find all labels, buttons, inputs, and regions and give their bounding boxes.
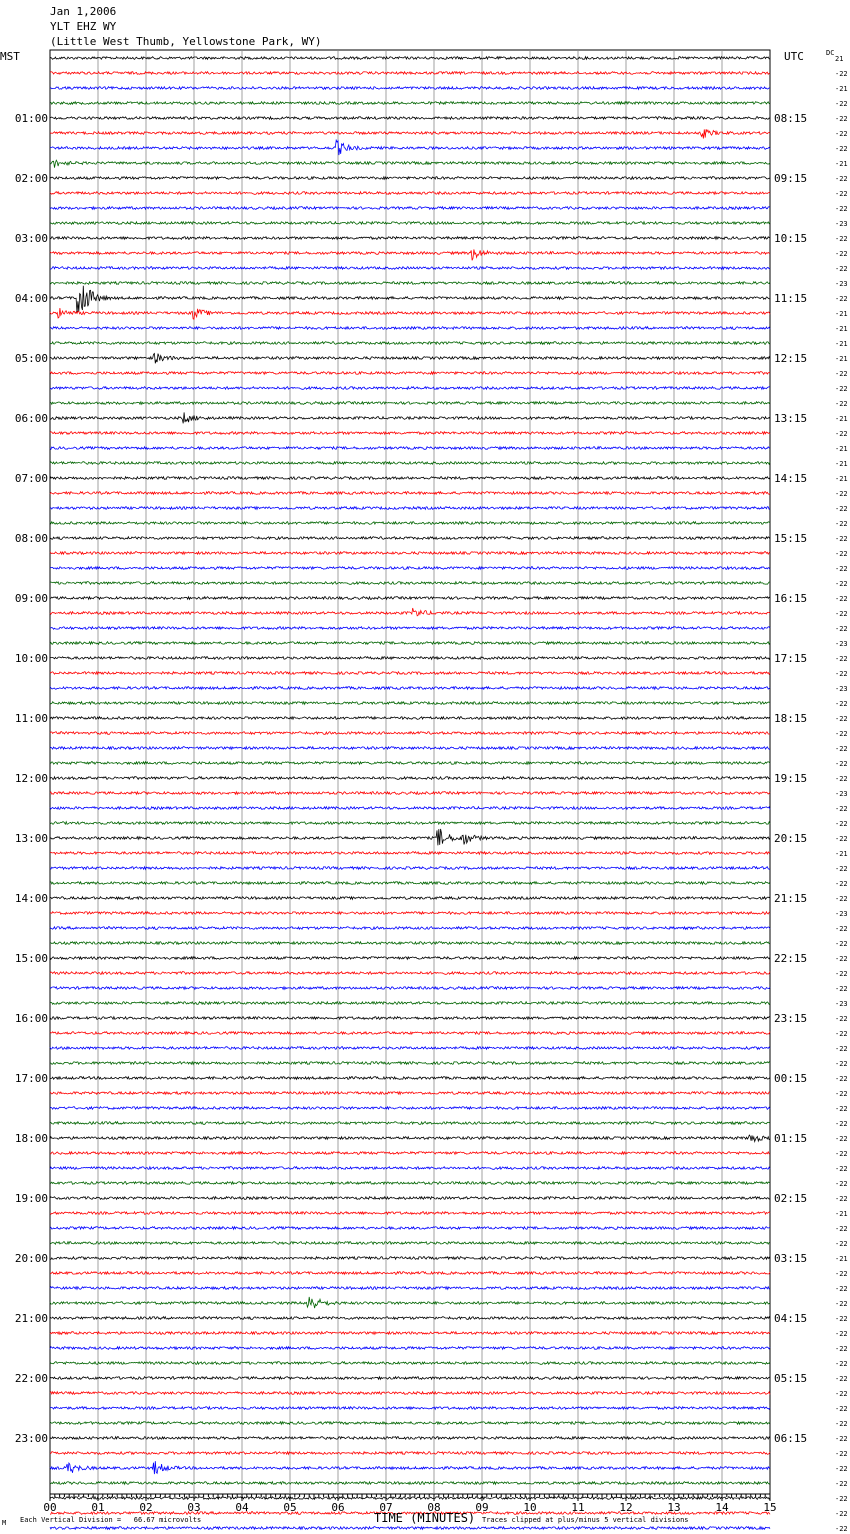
right-time-label: 23:15 [774,1012,808,1025]
seismic-trace [50,807,770,810]
seismic-trace [50,354,770,364]
seismic-trace [50,537,770,540]
right-time-label: 13:15 [774,412,808,425]
dc-offset-label: -22 [835,880,848,888]
x-tick-label: 04 [235,1501,249,1514]
dc-offset-label: -22 [835,535,848,543]
seismic-trace [50,342,770,345]
chart-location: (Little West Thumb, Yellowstone Park, WY) [50,35,322,48]
seismic-trace [50,1422,770,1425]
dc-offset-label: -22 [835,1525,848,1533]
right-time-label: 20:15 [774,832,808,845]
seismic-trace [50,829,770,846]
seismic-trace [50,567,770,570]
chart-date: Jan 1,2006 [50,5,117,18]
left-time-label: 11:00 [14,712,48,725]
dc-offset-label: -22 [835,1195,848,1203]
dc-offset-label: -22 [835,550,848,558]
left-time-label: 14:00 [14,892,48,905]
dc-offset-label: -22 [835,700,848,708]
dc-offset-label: -22 [835,1390,848,1398]
dc-offset-label: -22 [835,1090,848,1098]
right-time-label: 19:15 [774,772,808,785]
x-tick-label: 06 [331,1501,345,1514]
left-time-label: 01:00 [14,112,48,125]
seismic-trace [50,1032,770,1035]
seismic-trace [50,507,770,510]
seismic-trace [50,912,770,915]
seismic-trace [50,627,770,630]
seismic-trace [50,1437,770,1440]
dc-offset-label: -22 [835,895,848,903]
right-time-label: 22:15 [774,952,808,965]
left-time-label: 05:00 [14,352,48,365]
dc-offset-label: -22 [835,1225,848,1233]
dc-offset-label: -22 [835,1450,848,1458]
dc-offset-label: -22 [835,265,848,273]
left-time-label: 04:00 [14,292,48,305]
seismic-trace [50,477,770,480]
seismic-trace [50,117,770,120]
left-time-label: 23:00 [14,1432,48,1445]
dc-offset-label: -21 [835,445,848,453]
dc-offset-label: -22 [835,490,848,498]
x-tick-label: 01 [91,1501,105,1514]
right-time-label: 02:15 [774,1192,808,1205]
x-tick-label: 07 [379,1501,393,1514]
dc-offset-label: -22 [835,175,848,183]
x-tick-label: 14 [715,1501,729,1514]
right-time-label: 04:15 [774,1312,808,1325]
seismic-trace [50,882,770,885]
seismic-trace [50,1062,770,1065]
seismic-trace [50,702,770,705]
left-time-label: 03:00 [14,232,48,245]
seismic-trace [50,672,770,675]
dc-offset-label: -23 [835,220,848,228]
dc-offset-label: -22 [835,1120,848,1128]
dc-offset-label: -22 [835,1420,848,1428]
dc-offset-label: -22 [835,1345,848,1353]
right-time-label: 16:15 [774,592,808,605]
left-time-label: 20:00 [14,1252,48,1265]
dc-offset-label: -22 [835,1405,848,1413]
seismic-trace [50,412,770,423]
dc-offset-label: -22 [835,130,848,138]
dc-offset-label: -22 [835,1015,848,1023]
seismic-trace [50,687,770,690]
seismic-trace [50,972,770,975]
seismic-trace [50,129,770,138]
dc-offset-label: -22 [835,1465,848,1473]
seismic-trace [50,372,770,375]
dc-offset-label: -22 [835,1135,848,1143]
seismic-trace [50,1377,770,1380]
seismic-trace [50,852,770,855]
seismic-trace [50,642,770,645]
seismic-trace [50,1242,770,1245]
x-axis-title: TIME (MINUTES) [374,1511,476,1525]
dc-offset-label: -22 [835,775,848,783]
x-tick-label: 05 [283,1501,297,1514]
dc-label: DC [826,49,835,57]
right-time-label: 08:15 [774,112,808,125]
dc-offset-label: -22 [835,1045,848,1053]
seismic-trace [50,72,770,75]
left-time-label: 19:00 [14,1192,48,1205]
seismic-trace [50,1452,770,1455]
dc-offset-label: -22 [835,670,848,678]
seismic-trace [50,987,770,990]
seismic-trace [50,597,770,600]
dc-offset-label: -21 [835,355,848,363]
seismic-trace [50,1092,770,1095]
x-tick-label: 12 [619,1501,633,1514]
seismic-trace [50,1362,770,1365]
dc-offset-label: -21 [835,850,848,858]
seismic-trace [50,777,770,780]
right-time-label: 01:15 [774,1132,808,1145]
seismic-trace [50,286,770,313]
chart-station: YLT EHZ WY [50,20,117,33]
seismic-trace [50,717,770,720]
x-tick-label: 02 [139,1501,153,1514]
left-time-label: 07:00 [14,472,48,485]
seismic-trace [50,1135,770,1141]
plot-frame [50,50,770,1494]
dc-offset-label: -21 [835,1255,848,1263]
dc-offset-label: -22 [835,400,848,408]
dc-offset-label: -21 [835,1210,848,1218]
seismic-trace [50,1272,770,1275]
seismic-trace [50,1152,770,1155]
seismic-trace [50,1527,770,1530]
right-time-label: 15:15 [774,532,808,545]
right-time-label: 12:15 [774,352,808,365]
seismic-trace [50,1017,770,1020]
right-axis-label: UTC [784,50,804,63]
dc-offset-label: -22 [835,1495,848,1503]
dc-offset-label: -22 [835,1360,848,1368]
seismic-trace [50,57,770,60]
dc-offset-label: -22 [835,70,848,78]
dc-offset-label: -22 [835,1315,848,1323]
dc-offset-label: -22 [835,940,848,948]
dc-offset-label: -22 [835,805,848,813]
left-time-label: 12:00 [14,772,48,785]
dc-offset-label: -22 [835,520,848,528]
seismic-trace [50,387,770,390]
dc-offset-label: -21 [835,325,848,333]
seismic-trace [50,447,770,450]
seismic-trace [50,1392,770,1395]
dc-offset-label: -23 [835,790,848,798]
clip-note: Traces clipped at plus/minus 5 vertical divisions [482,1516,689,1524]
dc-offset-label: -22 [835,1510,848,1518]
right-time-label: 00:15 [774,1072,808,1085]
dc-offset-label: -22 [835,1375,848,1383]
left-time-label: 22:00 [14,1372,48,1385]
seismic-trace [50,282,770,285]
dc-offset-label: -22 [835,985,848,993]
seismic-trace [50,249,770,260]
dc-offset-label: -22 [835,235,848,243]
right-time-label: 11:15 [774,292,808,305]
right-time-label: 10:15 [774,232,808,245]
seismic-trace [50,762,770,765]
seismic-trace [50,432,770,435]
right-time-label: 09:15 [774,172,808,185]
left-time-label: 08:00 [14,532,48,545]
seismic-trace [50,792,770,795]
seismic-trace [50,102,770,105]
dc-offset-label: -22 [835,370,848,378]
dc-offset-label: -22 [835,1300,848,1308]
dc-offset-label: -21 [835,340,848,348]
dc-offset-label: -22 [835,295,848,303]
seismic-trace [50,1077,770,1080]
seismic-trace [50,957,770,960]
seismic-trace [50,1287,770,1290]
right-time-label: 18:15 [774,712,808,725]
seismic-trace [50,207,770,210]
seismic-trace [50,308,770,319]
dc-offset-label: -22 [835,430,848,438]
dc-offset-label: -22 [835,1480,848,1488]
x-tick-label: 00 [43,1501,57,1514]
seismic-trace [50,140,770,155]
dc-offset-label: -22 [835,565,848,573]
seismic-trace [50,462,770,465]
x-tick-label: 11 [571,1501,585,1514]
seismic-trace [50,867,770,870]
dc-offset-label: -22 [835,655,848,663]
seismic-trace [50,1482,770,1485]
right-time-label: 03:15 [774,1252,808,1265]
dc-offset-label: -21 [835,310,848,318]
left-time-label: 15:00 [14,952,48,965]
seismic-trace [50,492,770,495]
dc-offset-label: -22 [835,115,848,123]
seismic-trace [50,822,770,825]
dc-offset-label: -22 [835,1030,848,1038]
dc-offset-label: -22 [835,595,848,603]
dc-offset-label: -22 [835,385,848,393]
seismic-trace [50,177,770,180]
seismic-trace [50,747,770,750]
dc-offset-label: 21 [835,55,844,63]
dc-offset-label: -23 [835,280,848,288]
dc-offset-label: -22 [835,205,848,213]
x-tick-label: 08 [427,1501,441,1514]
dc-offset-label: -22 [835,1105,848,1113]
x-tick-label: 03 [187,1501,201,1514]
dc-offset-label: -22 [835,820,848,828]
dc-offset-label: -22 [835,955,848,963]
dc-offset-label: -22 [835,1060,848,1068]
seismic-trace [50,192,770,195]
corner-mark: M [2,1519,7,1527]
dc-offset-label: -22 [835,1270,848,1278]
right-time-label: 17:15 [774,652,808,665]
seismic-trace [50,87,770,90]
seismic-trace [50,927,770,930]
left-time-label: 17:00 [14,1072,48,1085]
seismic-trace [50,1197,770,1200]
seismic-trace [50,222,770,225]
dc-offset-label: -22 [835,970,848,978]
seismic-trace [50,582,770,585]
dc-offset-label: -22 [835,1180,848,1188]
left-time-label: 10:00 [14,652,48,665]
seismic-trace [50,1107,770,1110]
seismic-trace [50,942,770,945]
dc-offset-label: -22 [835,1435,848,1443]
left-time-label: 16:00 [14,1012,48,1025]
seismic-trace [50,657,770,660]
dc-offset-label: -22 [835,505,848,513]
dc-offset-label: -22 [835,1240,848,1248]
seismic-trace [50,1227,770,1230]
seismic-trace [50,1297,770,1308]
dc-offset-label: -22 [835,745,848,753]
left-time-label: 13:00 [14,832,48,845]
dc-offset-label: -22 [835,190,848,198]
seismic-trace [50,732,770,735]
dc-offset-label: -22 [835,250,848,258]
seismic-trace [50,402,770,405]
dc-offset-label: -22 [835,610,848,618]
dc-offset-label: -21 [835,85,848,93]
left-time-label: 18:00 [14,1132,48,1145]
x-tick-label: 13 [667,1501,681,1514]
left-axis-label: MST [0,50,20,63]
seismic-trace [50,1182,770,1185]
dc-offset-label: -22 [835,1165,848,1173]
right-time-label: 06:15 [774,1432,808,1445]
dc-offset-label: -22 [835,760,848,768]
scale-note: Each Vertical Division = 66.67 microvolts [20,1516,202,1524]
dc-offset-label: -22 [835,100,848,108]
seismic-trace [50,1047,770,1050]
dc-offset-label: -23 [835,1000,848,1008]
dc-offset-label: -23 [835,685,848,693]
dc-offset-label: -21 [835,460,848,468]
dc-offset-label: -22 [835,730,848,738]
dc-offset-label: -22 [835,580,848,588]
left-time-label: 21:00 [14,1312,48,1325]
dc-offset-label: -22 [835,1075,848,1083]
x-tick-label: 15 [763,1501,777,1514]
dc-offset-label: -22 [835,715,848,723]
dc-offset-label: -21 [835,475,848,483]
seismic-trace [50,267,770,270]
seismic-trace [50,1257,770,1260]
right-time-label: 14:15 [774,472,808,485]
dc-offset-label: -22 [835,625,848,633]
seismic-trace [50,1407,770,1410]
left-time-label: 02:00 [14,172,48,185]
seismic-trace [50,897,770,900]
seismic-trace [50,1332,770,1335]
dc-offset-label: -22 [835,145,848,153]
seismic-trace [50,1002,770,1005]
dc-offset-label: -22 [835,925,848,933]
seismic-trace [50,1167,770,1170]
dc-offset-label: -21 [835,415,848,423]
dc-offset-label: -22 [835,1330,848,1338]
seismic-trace [50,608,770,616]
dc-offset-label: -23 [835,640,848,648]
dc-offset-label: -22 [835,1285,848,1293]
left-time-label: 09:00 [14,592,48,605]
seismic-trace [50,522,770,525]
seismic-trace [50,1461,770,1474]
x-tick-label: 10 [523,1501,537,1514]
seismic-trace [50,1212,770,1215]
seismic-trace [50,1122,770,1125]
dc-offset-label: -22 [835,865,848,873]
right-time-label: 21:15 [774,892,808,905]
dc-offset-label: -23 [835,910,848,918]
seismic-trace [50,1347,770,1350]
left-time-label: 06:00 [14,412,48,425]
dc-offset-label: -22 [835,1150,848,1158]
dc-offset-label: -21 [835,160,848,168]
seismic-trace [50,552,770,555]
x-tick-label: 09 [475,1501,489,1514]
seismic-trace [50,1317,770,1320]
seismic-trace [50,160,770,168]
seismic-trace [50,327,770,330]
right-time-label: 05:15 [774,1372,808,1385]
dc-offset-label: -22 [835,835,848,843]
seismic-trace [50,237,770,240]
